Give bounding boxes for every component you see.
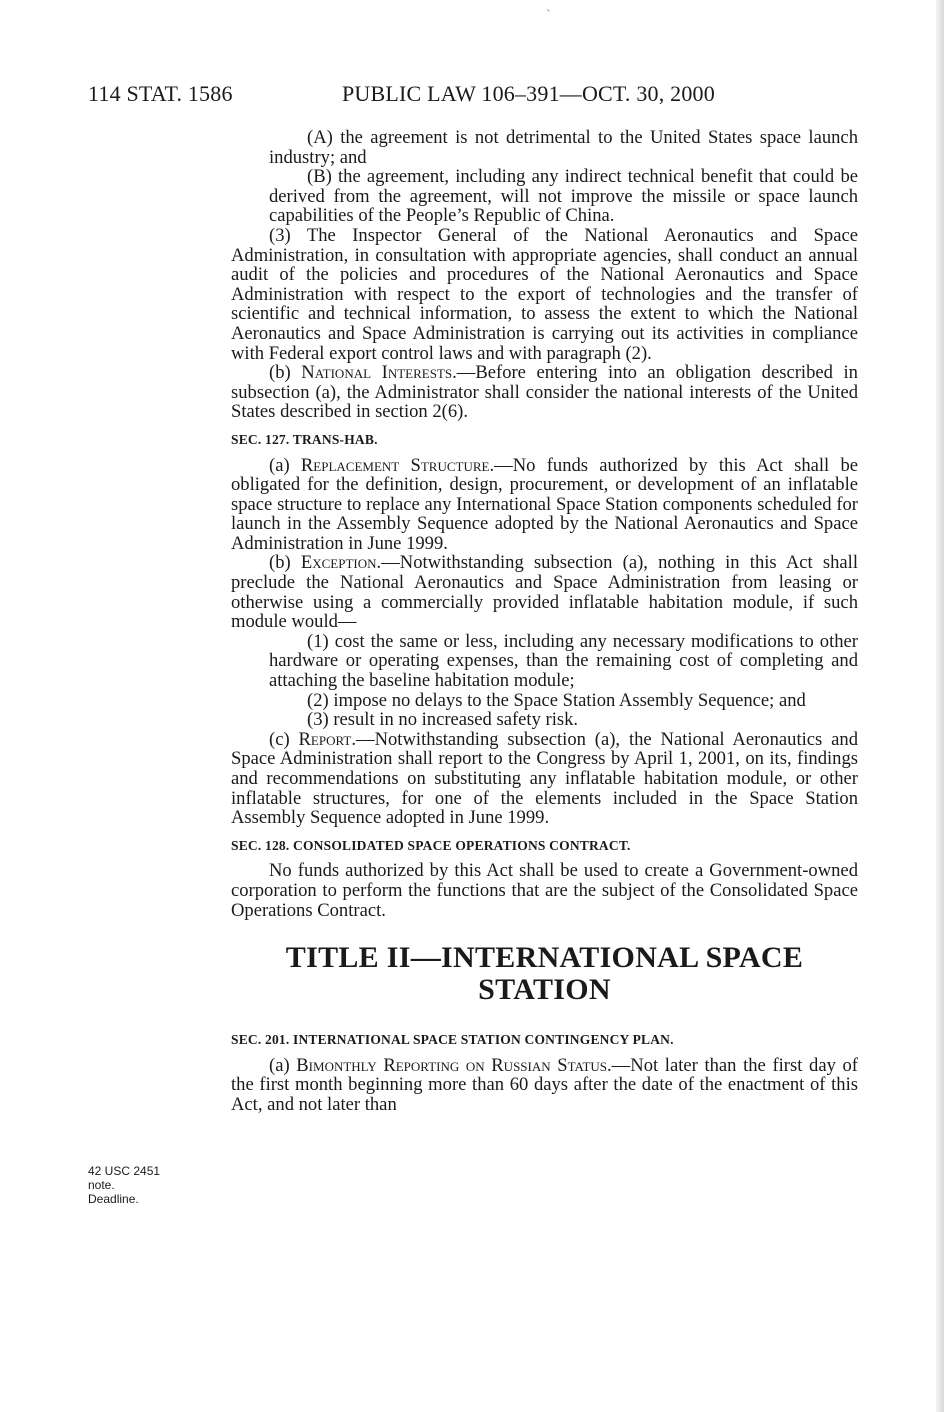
subsection-heading: National Interests. (301, 362, 457, 384)
title-line-2: STATION (478, 973, 611, 1007)
title-line-1: TITLE II—INTERNATIONAL SPACE (285, 941, 804, 975)
subsection-bimonthly-reporting (231, 1056, 858, 1115)
document-body (231, 128, 858, 1115)
stat-citation: 114 STAT. 1586 (88, 81, 233, 106)
subsection-exception (231, 553, 858, 631)
section-201-heading: SEC. 201. INTERNATIONAL SPACE STATION CONTINGENCY PLAN. (231, 1032, 674, 1048)
section-127-heading: SEC. 127. TRANS-HAB. (231, 431, 378, 447)
condition-3: (3) result in no increased safety risk. (307, 709, 579, 731)
subsection-heading: Bimonthly Reporting on Russian Status. (296, 1054, 612, 1076)
clause-a: (A) the agreement is not detrimental to the United States space launch industry; and (269, 127, 858, 168)
subsection-label: (a) (269, 1054, 297, 1076)
subsection-text: —Notwithstanding subsection (a), the National Aeronautics and Space Administration shall report to the Congress by April 1, 2001, on its, findings and recommendations on substituting any inflatable habitation module, or other inflatable structures, for one of the elements included in the Space Station Assembly Sequence adopted in June 1999. (231, 728, 858, 829)
subsection-label: (b) (269, 362, 302, 384)
paragraph-3: (3) The Inspector General of the National Aeronautics and Space Administration, in consultation with appropriate agencies, shall conduct an annual audit of the policies and procedures of the National Aeronautics and Space Administration with respect to the export of technologies and the transfer of scientific and technical information, to assess the extent to which the National Aeronautics and Space Administration is carrying out its activities in compliance with Federal export control laws and with paragraph (2). (231, 224, 858, 364)
subsection-heading: Replacement Structure. (300, 454, 495, 476)
title-ii-heading (231, 942, 858, 1006)
clause-b: (B) the agreement, including any indirect technical benefit that could be derived from the agreement, will not improve the missile or space launch capabilities of the People’s Republic of China. (269, 166, 858, 227)
subsection-label: (b) (269, 552, 301, 574)
subsection-report (231, 730, 858, 828)
subsection-label: (c) (269, 728, 299, 750)
condition-2: (2) impose no delays to the Space Station Assembly Sequence; and (307, 689, 806, 711)
csoc-paragraph: No funds authorized by this Act shall be used to create a Government-owned corporation to perform the functions that are the subject of the Consolidated Space Operations Contract. (231, 860, 858, 921)
page-edge-shadow (936, 0, 944, 1412)
margin-note-citation: 42 USC 2451 (88, 1164, 161, 1178)
subsection-text: —Notwithstanding subsection (a), nothing in this Act shall preclude the National Aeronautics and Space Administration from leasing or otherwise using a commercially provided inflatable habitation module, if such module would— (231, 552, 858, 633)
law-title-date: PUBLIC LAW 106–391—OCT. 30, 2000 (342, 81, 715, 106)
exception-conditions (231, 632, 858, 730)
margin-note (88, 1164, 160, 1206)
subsection-heading: Report. (298, 728, 356, 750)
subsection-heading: Exception. (300, 552, 382, 574)
subsection-text: —Not later than the first day of the first month beginning more than 60 days after the date of the enactment of this Act, and not later than (231, 1054, 858, 1115)
subsection-national-interests (231, 363, 858, 422)
subsection-replacement-structure (231, 456, 858, 554)
subsection-label: (a) (269, 454, 301, 476)
section-128-heading: SEC. 128. CONSOLIDATED SPACE OPERATIONS CONTRACT. (231, 837, 631, 853)
condition-1: (1) cost the same or less, including any necessary modifications to other hardware or operating expenses, than the remaining cost of completing and attaching the baseline habitation module; (269, 630, 858, 692)
margin-note-deadline: Deadline. (88, 1192, 139, 1206)
margin-note-note: note. (88, 1178, 115, 1192)
subsection-text: —Before entering into an obligation described in subsection (a), the Administrator shall consider the national interests of the United States described in section 2(6). (231, 362, 858, 423)
subparagraph-group (231, 128, 858, 226)
stray-mark: ` (546, 8, 551, 23)
subsection-text: —No funds authorized by this Act shall be obligated for the definition, design, procurement, or development of an inflatable space structure to replace any International Space Station components scheduled for launch in the Assembly Sequence adopted by the National Aeronautics and Space Administration in June 1999. (231, 454, 859, 554)
